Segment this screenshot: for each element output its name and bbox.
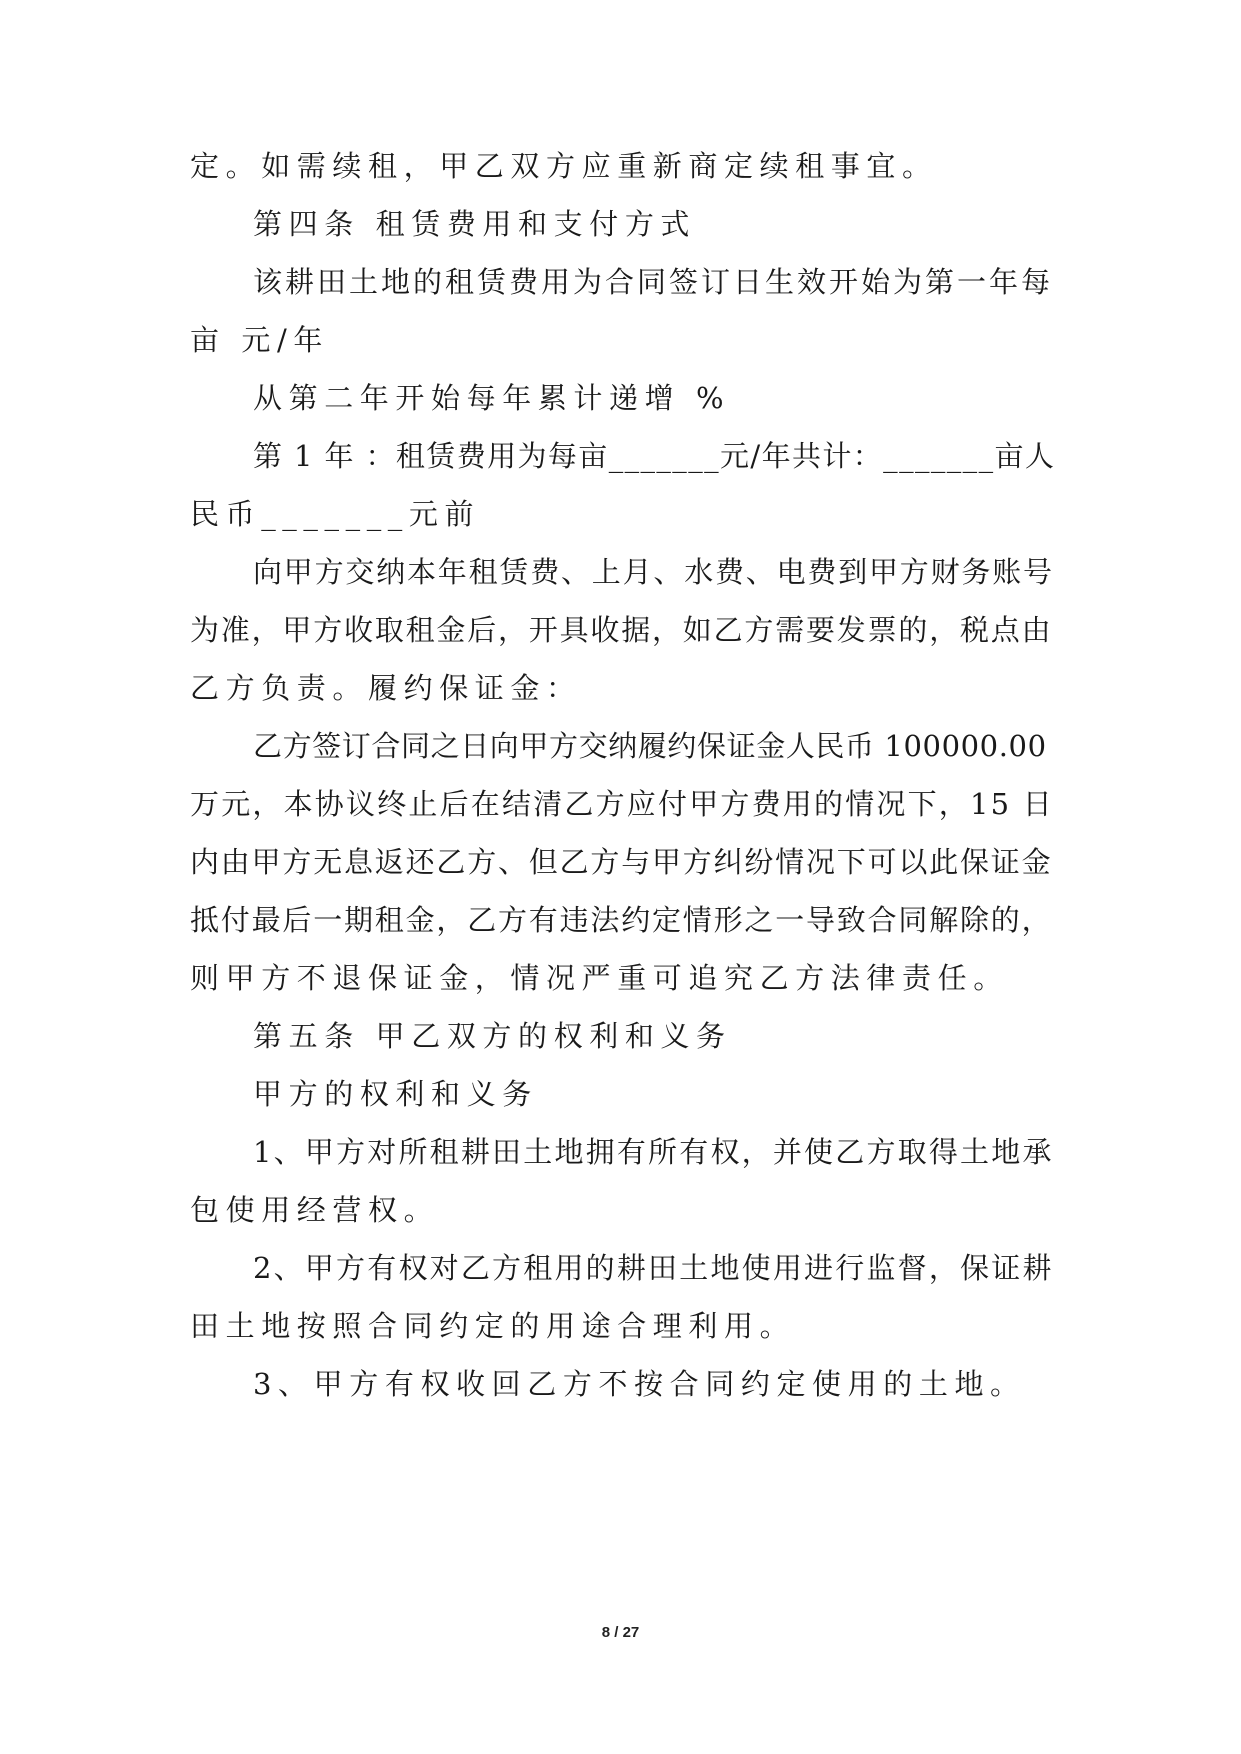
text-line: 定。如需续租，甲乙双方应重新商定续租事宜。	[190, 149, 938, 183]
text-line: 则甲方不退保证金，情况严重可追究乙方法律责任。	[190, 961, 1009, 995]
text-line: 民币_______元前	[190, 497, 481, 531]
text-line: 抵付最后一期租金，乙方有违法约定情形之一导致合同解除的，	[190, 903, 1053, 937]
list-item-continuation: 包使用经营权。	[190, 1193, 440, 1227]
text-line: 该耕田土地的租赁费用为合同签订日生效开始为第一年每	[253, 265, 1054, 299]
text-line: 乙方签订合同之日向甲方交纳履约保证金人民币 100000.00	[253, 729, 1047, 763]
text-line: 第 1 年 ：租赁费用为每亩_______元/年共计：_______亩人	[253, 439, 1056, 473]
list-item-continuation: 田土地按照合同约定的用途合理利用。	[190, 1309, 796, 1343]
text-line: 为准，甲方收取租金后，开具收据，如乙方需要发票的，税点由	[190, 613, 1053, 647]
subsection-heading: 甲方的权利和义务	[253, 1077, 538, 1111]
text-line: 向甲方交纳本年租赁费、上月、水费、电费到甲方财务账号	[253, 555, 1054, 589]
section-heading-5: 第五条 甲乙双方的权利和义务	[253, 1019, 732, 1053]
list-item: 2、甲方有权对乙方租用的耕田土地使用进行监督，保证耕	[253, 1251, 1054, 1285]
text-line: 内由甲方无息返还乙方、但乙方与甲方纠纷情况下可以此保证金	[190, 845, 1053, 879]
text-line: 从第二年开始每年累计递增 %	[253, 381, 731, 415]
section-heading-4: 第四条 租赁费用和支付方式	[253, 207, 697, 241]
text-line: 乙方负责。履约保证金：	[190, 671, 582, 705]
page-number: 8 / 27	[601, 1624, 640, 1641]
list-item: 3、甲方有权收回乙方不按合同约定使用的土地。	[253, 1367, 1026, 1401]
list-item: 1、甲方对所租耕田土地拥有所有权，并使乙方取得土地承	[253, 1135, 1054, 1169]
text-line: 亩 元/年	[190, 323, 329, 357]
text-line: 万元，本协议终止后在结清乙方应付甲方费用的情况下，15 日	[190, 787, 1054, 821]
